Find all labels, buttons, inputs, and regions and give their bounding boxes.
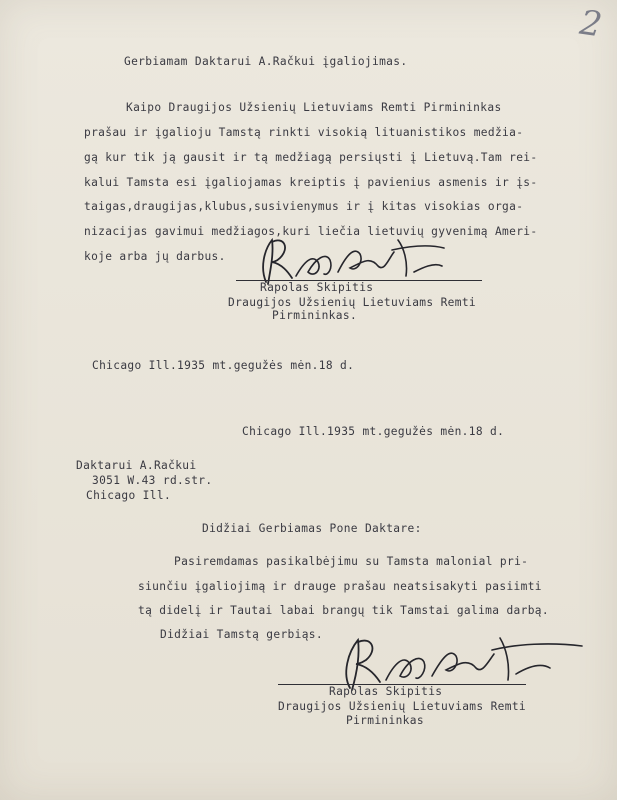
authorization-body-line: Kaipo Draugijos Užsienių Lietuviams Remti Pirmininkas: [126, 101, 502, 114]
recipient-line: 3051 W.43 rd.str.: [92, 474, 213, 487]
closing: Didžiai Tamstą gerbiąs.: [160, 628, 323, 641]
recipient-line: Chicago Ill.: [86, 489, 172, 502]
letter-body-line: tą didelį ir Tautai labai brangų tik Tamstai galima darbą.: [138, 604, 549, 617]
letter-place-date: Chicago Ill.1935 mt.gegužės mėn.18 d.: [242, 425, 505, 438]
page-number: 2: [577, 2, 605, 46]
signer-title: Pirmininkas.: [272, 309, 358, 322]
letter-body-line: Pasiremdamas pasikalbėjimu su Tamsta malonial pri-: [174, 555, 529, 568]
recipient-line: Daktarui A.Račkui: [76, 459, 197, 472]
place-date: Chicago Ill.1935 mt.gegužės mėn.18 d.: [92, 359, 355, 372]
authorization-body-line: kalui Tamsta esi įgaliojamas kreiptis į pavienius asmenis ir įs-: [84, 176, 538, 189]
authorization-body-line: gą kur tik ją gausit ir tą medžiagą persiųsti į Lietuvą.Tam rei-: [84, 151, 538, 164]
signer-title: Draugijos Užsienių Lietuviams Remti: [278, 700, 526, 713]
authorization-body-line: prašau ir įgalioju Tamstą rinkti visokią lituanistikos medžia-: [84, 126, 524, 139]
signer-name: Rapolas Skipitis: [260, 281, 374, 294]
authorization-body-line: koje arba jų darbus.: [84, 250, 226, 263]
authorization-body-line: nizacijas gavimui medžiagos,kuri liečia lietuvių gyvenimą Ameri-: [84, 225, 538, 238]
signer-name: Rapolas Skipitis: [329, 685, 443, 698]
signer-title: Pirmininkas: [346, 714, 424, 727]
authorization-body-line: taigas,draugijas,klubus,susivienymus ir į kitas visokias orga-: [84, 200, 524, 213]
letter-body-line: siunčiu įgaliojimą ir drauge prašau neatsisakyti pasiimti: [138, 580, 542, 593]
salutation: Didžiai Gerbiamas Pone Daktare:: [202, 522, 422, 535]
signer-title: Draugijos Užsienių Lietuviams Remti: [228, 296, 476, 309]
authorization-heading: Gerbiamam Daktarui A.Račkui įgaliojimas.: [124, 55, 408, 68]
